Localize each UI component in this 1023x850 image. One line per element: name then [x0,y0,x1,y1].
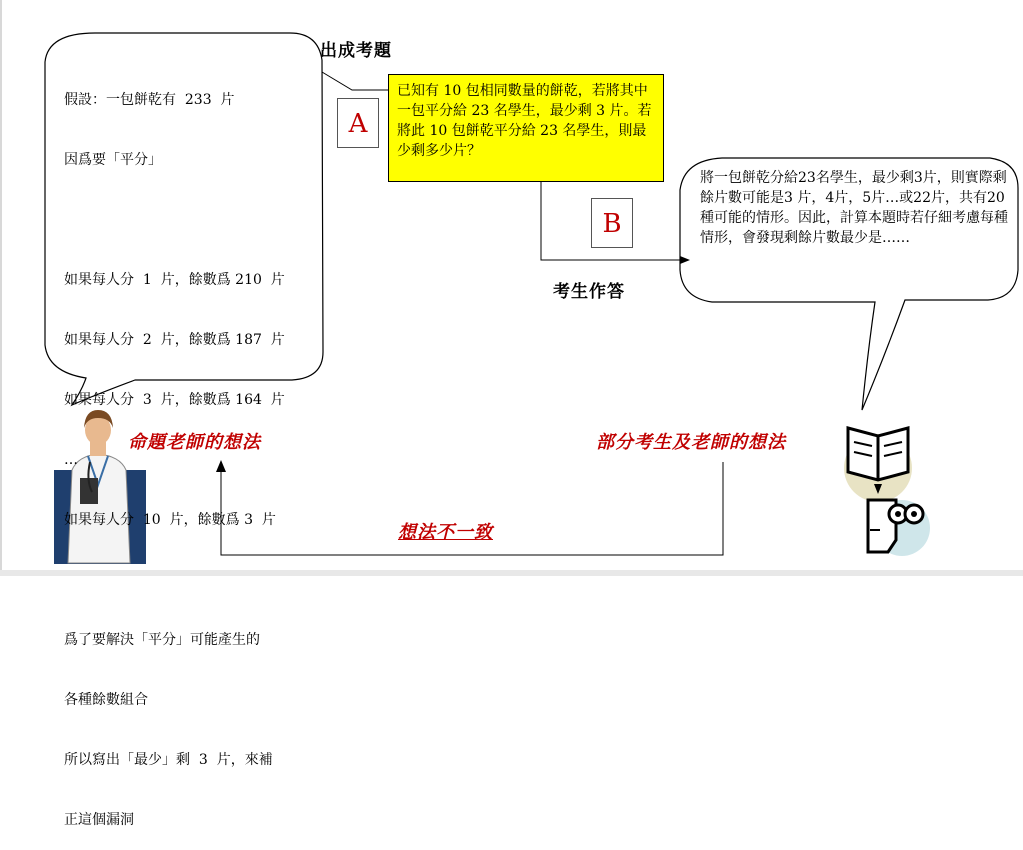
reasoning-line: 正這個漏洞 [64,812,134,828]
mismatch-label: 想法不一致 [398,522,493,543]
reasoning-line: 各種餘數組合 [64,692,148,708]
reasoning-line [64,210,320,230]
teacher-thinking-label: 命題老師的想法 [128,432,261,453]
reasoning-line: 如果每人分 3 片，餘數爲 164 片 [64,392,285,408]
reasoning-line: 因爲要「平分」 [64,152,162,168]
tag-a: A [337,98,379,148]
question-box: 已知有 10 包相同數量的餅乾，若將其中一包平分給 23 名學生，最少剩 3 片。若將此 10 包餅乾平分給 23 名學生，則最少剩多少片？ [388,74,664,182]
reasoning-line: 如果每人分 10 片，餘數爲 3 片 [64,512,276,528]
tag-b: B [591,198,633,248]
reader-figure [844,428,930,556]
reasoning-line [64,570,320,590]
diagram-title: 出成考題 [320,41,392,61]
reasoning-line: 如果每人分 2 片，餘數爲 187 片 [64,332,285,348]
student-reasoning-text: 將一包餅乾分給23名學生，最少剩3片，則實際剩餘片數可能是3 片，4片，5片…或22片，共有20種可能的情形。因此，計算本題時若仔細考慮每種情形，會發現剩餘片數最少是…… [700,170,1008,246]
students-thinking-label: 部分考生及老師的想法 [596,432,786,453]
reasoning-line: 假設：一包餅乾有 233 片 [64,92,235,108]
reasoning-line: 如果每人分 1 片，餘數爲 210 片 [64,272,285,288]
reasoning-line: 所以寫出「最少」剩 3 片，來補 [64,752,273,768]
reasoning-line: 爲了要解決「平分」可能產生的 [64,632,260,648]
reasoning-line: … [64,452,78,468]
student-answer-label: 考生作答 [553,282,625,302]
bubble-to-question-connector [322,72,388,90]
